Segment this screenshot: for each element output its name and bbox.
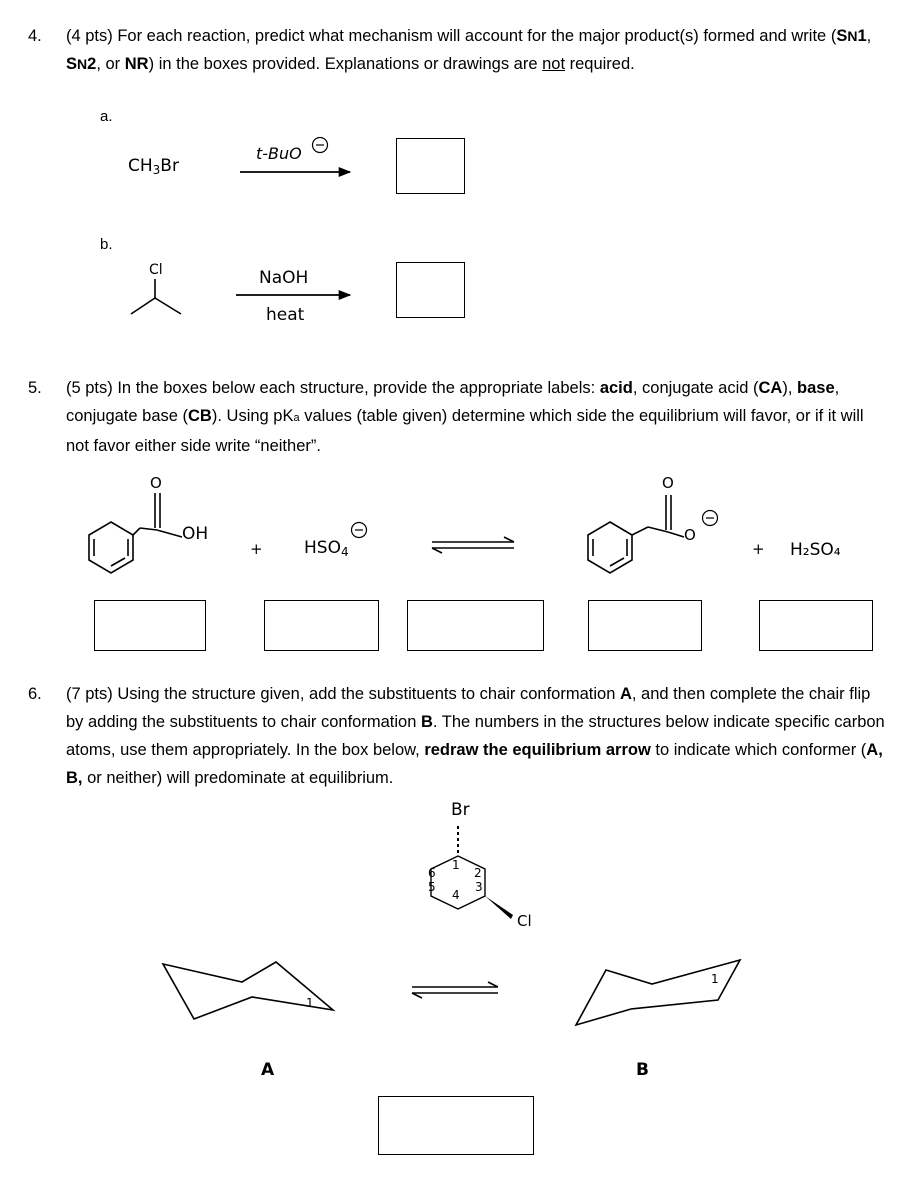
text: or neither) will predominate at equilibrium. [82, 769, 394, 787]
chair-flip-equilibrium-arrow-icon [412, 982, 498, 998]
text: S [66, 55, 78, 73]
hso4-minus-charge-icon [352, 523, 367, 538]
text: , or [96, 55, 125, 73]
text: to indicate which conformer ( [650, 741, 867, 759]
text: , conjugate base ( [66, 379, 840, 425]
chair-conformation-a [163, 962, 333, 1019]
bromo-label: Br [451, 800, 470, 820]
benzoate-structure [588, 495, 684, 573]
text: . The numbers in the structures below indicate specific carbon atoms, use them appropriately. In the box below, [66, 713, 885, 759]
carbonyl-o-right: O [662, 474, 674, 492]
text: , and then complete the chair flip by adding the substituents to chair conformation [66, 685, 871, 731]
text: 2 [87, 55, 97, 73]
question-number: 6. [28, 685, 42, 703]
text: (7 pts) Using the structure given, add the substituents to chair conformation [66, 685, 620, 703]
text: CA [758, 379, 783, 397]
text: values (table given) determine which side the equilibrium will favor, or if it will not favor either side write “neither”. [66, 407, 864, 455]
text: ), [782, 379, 798, 397]
text: acid [599, 379, 633, 397]
text: ). Using pK [211, 407, 294, 425]
text: A, B, [66, 741, 883, 787]
text: base [797, 379, 835, 397]
plus-sign-2: + [752, 540, 765, 558]
carbon-3-label: 3 [475, 880, 483, 894]
text: N [847, 28, 858, 44]
part-b-label: b. [100, 236, 113, 253]
carbon-5-label: 5 [428, 880, 436, 894]
h2so4-label: H₂SO₄ [790, 540, 841, 560]
carbon-1-label: 1 [452, 858, 460, 872]
chair-conformation-b [576, 960, 740, 1025]
carboxylate-minus-charge-icon [703, 511, 718, 526]
carbon-4-label: 4 [452, 888, 460, 902]
chair-b-label: B [636, 1060, 649, 1080]
text: A [619, 685, 632, 703]
text: For each reaction, predict what mechanism will account for the major product(s) formed and write ( [112, 27, 837, 45]
text: B [420, 713, 433, 731]
chair-b-carbon-1: 1 [711, 972, 719, 986]
text: ) in the boxes provided. Explanations or drawings are [148, 55, 543, 73]
chloride-label: Cl [149, 262, 163, 278]
text: S [836, 27, 848, 45]
plus-sign-1: + [250, 540, 263, 558]
text: 4 [340, 545, 349, 559]
carbon-6-label: 6 [428, 866, 436, 880]
reagent-heat: heat [266, 305, 305, 325]
equilibrium-arrow-icon [432, 537, 514, 553]
reagent-naoh: NaOH [259, 268, 309, 288]
text: (5 pts) In the boxes below each structure, provide the appropriate labels: [66, 379, 600, 397]
text: NR [124, 55, 149, 73]
text: CB [188, 407, 212, 425]
chloro-label: Cl [517, 912, 532, 930]
text: a [293, 412, 300, 424]
carbonyl-o-left: O [150, 474, 162, 492]
cyclohexane-hexagon-structure [431, 826, 485, 909]
question-number: 4. [28, 27, 42, 45]
text: , [866, 27, 872, 45]
carboxylate-o: O [684, 526, 696, 544]
text: , conjugate acid ( [632, 379, 759, 397]
text: required. [565, 55, 635, 73]
points: (4 pts) [66, 27, 113, 45]
question-number: 5. [28, 379, 42, 397]
part-a-label: a. [100, 108, 113, 125]
hydroxyl-oh: OH [182, 524, 209, 544]
reactant-ch3br: CH3Br [128, 156, 179, 177]
chair-a-carbon-1: 1 [306, 996, 314, 1010]
reagent-tbuo: t-BuO [256, 144, 302, 163]
chloro-wedge-bond [485, 896, 513, 919]
benzoic-acid-structure [89, 493, 182, 573]
text: HSO [304, 538, 341, 558]
text: not [542, 55, 566, 73]
text: 1 [857, 27, 867, 45]
tbuo-minus-charge-icon [313, 138, 328, 153]
text: redraw the equilibrium arrow [424, 741, 651, 759]
chair-a-label: A [261, 1060, 275, 1080]
text: N [77, 56, 88, 72]
carbon-2-label: 2 [474, 866, 482, 880]
isopropyl-chloride-structure [131, 279, 181, 314]
